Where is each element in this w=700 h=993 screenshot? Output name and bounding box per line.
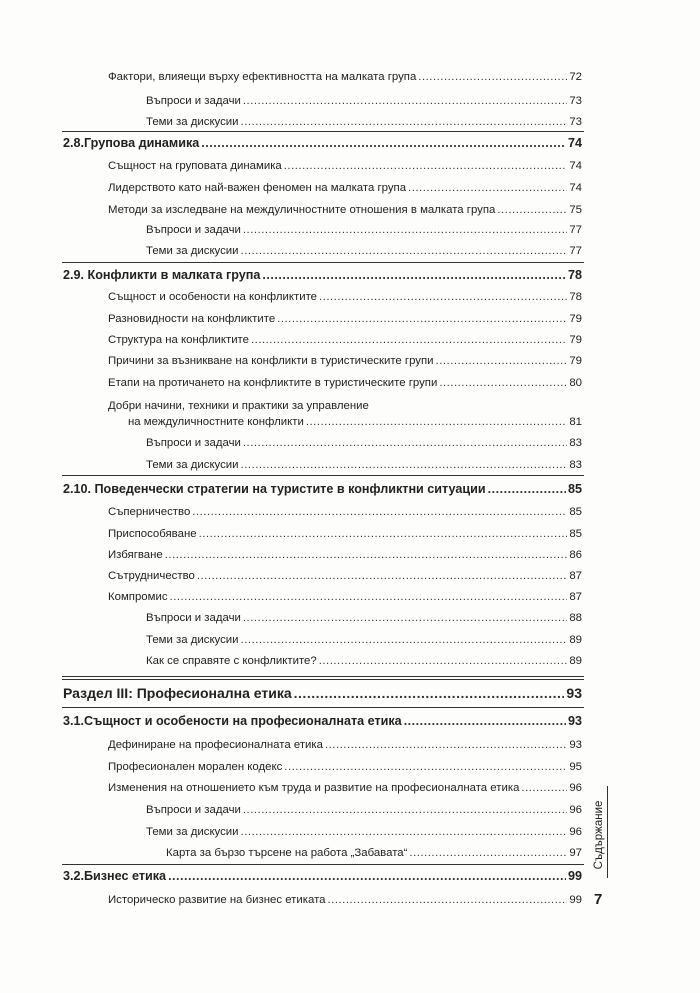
leader-dots <box>409 846 567 860</box>
section-divider <box>62 707 584 708</box>
running-section-text: Съдържание <box>593 800 605 870</box>
leader-dots <box>306 415 568 429</box>
toc-entry[interactable] <box>108 781 582 795</box>
toc-entry[interactable] <box>128 415 582 429</box>
leader-dots <box>170 590 568 604</box>
leader-dots <box>488 482 566 496</box>
leader-dots <box>243 803 567 817</box>
toc-entry-page: 83 <box>569 437 582 449</box>
leader-dots <box>243 436 567 450</box>
toc-entry-label: Структура на конфликтите <box>108 334 249 346</box>
toc-entry-label: Избягване <box>108 549 163 561</box>
toc-entry[interactable] <box>146 633 582 647</box>
toc-entry-label: Съперничество <box>108 506 191 518</box>
toc-entry-label: Методи за изследване на междуличностните отношения в малката група <box>108 204 496 216</box>
toc-entry-page: 74 <box>569 182 582 194</box>
leader-dots <box>241 115 568 129</box>
toc-entry-page: 96 <box>569 804 582 816</box>
toc-entry-label: Фактори, влияещи върху ефективността на малката група <box>108 71 417 83</box>
toc-section-label: 3.2.Бизнес етика <box>63 869 167 883</box>
toc-entry-page: 79 <box>569 355 582 367</box>
toc-entry-label: Историческо развитие на бизнес етиката <box>108 894 326 906</box>
toc-entry[interactable] <box>146 436 582 450</box>
toc-entry-label: Въпроси и задачи <box>146 804 241 816</box>
toc-entry-page: 75 <box>569 204 582 216</box>
leader-dots <box>319 290 567 304</box>
leader-dots <box>262 268 566 282</box>
toc-entry-page: 73 <box>569 95 582 107</box>
toc-entry-label: Как се справяте с конфликтите? <box>146 655 317 667</box>
toc-entry-page: 73 <box>569 116 582 128</box>
toc-section-heading[interactable] <box>63 268 582 282</box>
side-rule <box>607 786 608 878</box>
toc-section-page: 99 <box>567 869 582 883</box>
toc-section-heading[interactable] <box>63 136 582 150</box>
leader-dots <box>328 893 568 907</box>
toc-entry-page: 79 <box>569 313 582 325</box>
part-divider <box>62 676 584 677</box>
toc-entry-page: 99 <box>569 894 582 906</box>
toc-entry-label: Причини за възникване на конфликти в туристическите групи <box>108 355 434 367</box>
toc-entry-page: 85 <box>569 528 582 540</box>
leader-dots <box>251 333 567 347</box>
toc-entry[interactable] <box>146 825 582 839</box>
toc-entry[interactable] <box>108 70 582 84</box>
toc-entry[interactable] <box>108 290 582 304</box>
leader-dots <box>243 223 567 237</box>
leader-dots <box>168 869 566 883</box>
toc-entry[interactable] <box>108 548 582 562</box>
toc-entry-label: Въпроси и задачи <box>146 612 241 624</box>
toc-entry[interactable] <box>146 654 582 668</box>
toc-section-page: 85 <box>567 482 582 496</box>
section-divider <box>62 131 584 132</box>
toc-entry[interactable] <box>108 312 582 326</box>
section-divider <box>62 475 584 476</box>
toc-entry-page: 89 <box>569 655 582 667</box>
toc-entry-label: Разновидности на конфликтите <box>108 313 276 325</box>
toc-entry[interactable] <box>146 223 582 237</box>
toc-entry-label: Добри начини, техники и практики за управление <box>108 400 369 412</box>
toc-section-label: 2.9. Конфликти в малката група <box>63 268 261 282</box>
toc-entry[interactable] <box>108 569 582 583</box>
leader-dots <box>241 244 568 258</box>
leader-dots <box>201 136 566 150</box>
toc-entry[interactable] <box>108 738 582 752</box>
toc-entry-label: Приспособяване <box>108 528 197 540</box>
toc-entry-label: Теми за дискусии <box>146 459 239 471</box>
leader-dots <box>241 458 568 472</box>
toc-entry-label: Компромис <box>108 591 168 603</box>
toc-entry-label: Въпроси и задачи <box>146 437 241 449</box>
toc-entry-page: 88 <box>569 612 582 624</box>
toc-entry-label: на междуличностните конфликти <box>128 416 304 428</box>
toc-entry[interactable] <box>108 159 582 173</box>
leader-dots <box>241 633 568 647</box>
leader-dots <box>197 569 568 583</box>
toc-entry[interactable] <box>146 803 582 817</box>
leader-dots <box>243 94 567 108</box>
toc-entry-label: Изменения на отношението към труда и развитие на професионалната етика <box>108 782 520 794</box>
toc-entry-page: 93 <box>569 739 582 751</box>
toc-entry-page: 79 <box>569 334 582 346</box>
leader-dots <box>192 505 567 519</box>
toc-entry[interactable] <box>146 115 582 129</box>
toc-entry[interactable] <box>108 354 582 368</box>
toc-section-page: 93 <box>567 714 582 728</box>
leader-dots <box>241 825 568 839</box>
leader-dots <box>436 354 568 368</box>
toc-entry-page: 96 <box>569 782 582 794</box>
toc-entry-page: 78 <box>569 291 582 303</box>
leader-dots <box>199 527 568 541</box>
toc-entry-label: Теми за дискусии <box>146 245 239 257</box>
toc-entry[interactable] <box>108 203 582 217</box>
leader-dots <box>277 312 567 326</box>
toc-section-label: 2.8.Групова динамика <box>63 136 200 150</box>
toc-entry-label: Теми за дискусии <box>146 826 239 838</box>
toc-entry-page: 86 <box>569 549 582 561</box>
toc-entry[interactable] <box>146 244 582 258</box>
leader-dots <box>243 611 567 625</box>
toc-section-page: 74 <box>567 136 582 150</box>
leader-dots <box>418 70 567 84</box>
toc-entry-label: Въпроси и задачи <box>146 95 241 107</box>
toc-part-page: 93 <box>566 685 582 701</box>
toc-entry-label: Същност и особености на конфликтите <box>108 291 318 303</box>
leader-dots <box>284 760 567 774</box>
toc-entry-label: Теми за дискусии <box>146 116 239 128</box>
toc-entry-label: Лидерството като най-важен феномен на малката група <box>108 182 407 194</box>
toc-entry-label: Етапи на протичането на конфликтите в туристическите групи <box>108 377 438 389</box>
leader-dots <box>165 548 568 562</box>
toc-entry[interactable] <box>108 760 582 774</box>
toc-entry[interactable] <box>166 846 582 860</box>
toc-section-heading[interactable] <box>63 714 582 728</box>
toc-entry-page: 80 <box>569 377 582 389</box>
toc-entry-label: Дефиниране на професионалната етика <box>108 739 323 751</box>
toc-section-heading[interactable] <box>63 869 582 883</box>
toc-part-heading[interactable] <box>63 686 582 700</box>
toc-entry-page: 95 <box>569 761 582 773</box>
toc-entry-page: 77 <box>569 224 582 236</box>
toc-entry-page: 77 <box>569 245 582 257</box>
toc-entry-page: 81 <box>569 416 582 428</box>
toc-entry[interactable] <box>146 611 582 625</box>
toc-entry-page: 96 <box>569 826 582 838</box>
toc-entry[interactable] <box>146 94 582 108</box>
toc-entry[interactable] <box>108 527 582 541</box>
toc-entry-label: Теми за дискусии <box>146 634 239 646</box>
toc-section-page: 78 <box>567 268 582 282</box>
toc-entry-page: 85 <box>569 506 582 518</box>
toc-entry[interactable] <box>108 590 582 604</box>
toc-entry[interactable] <box>108 505 582 519</box>
leader-dots <box>521 781 567 795</box>
leader-dots <box>325 738 567 752</box>
section-divider <box>62 262 584 263</box>
toc-entry[interactable] <box>108 376 582 390</box>
toc-entry-page: 74 <box>569 160 582 172</box>
leader-dots <box>408 181 567 195</box>
toc-section-heading[interactable] <box>63 482 582 496</box>
leader-dots <box>319 654 568 668</box>
toc-entry-label: Сътрудничество <box>108 570 195 582</box>
toc-entry-page: 83 <box>569 459 582 471</box>
toc-entry-page: 87 <box>569 570 582 582</box>
toc-entry[interactable] <box>108 333 582 347</box>
running-section-label <box>592 800 606 870</box>
toc-entry-page: 97 <box>569 847 582 859</box>
toc-entry[interactable] <box>146 458 582 472</box>
leader-dots <box>439 376 567 390</box>
leader-dots <box>284 159 568 173</box>
toc-section-label: 3.1.Същност и особености на професионалната етика <box>63 714 402 728</box>
page-number: 7 <box>594 891 603 908</box>
leader-dots <box>294 686 565 700</box>
toc-entry-first-line[interactable] <box>108 399 582 413</box>
toc-part-label: Раздел III: Професионална етика <box>63 685 292 701</box>
leader-dots <box>497 203 567 217</box>
toc-entry[interactable] <box>108 181 582 195</box>
toc-entry-page: 72 <box>569 71 582 83</box>
toc-entry-label: Въпроси и задачи <box>146 224 241 236</box>
toc-entry[interactable] <box>108 893 582 907</box>
toc-entry-label: Карта за бързо търсене на работа „Забавата“ <box>166 847 408 859</box>
toc-section-label: 2.10. Поведенчески стратегии на туристите в конфликтни ситуации <box>63 482 486 496</box>
toc-entry-label: Професионален морален кодекс <box>108 761 283 773</box>
toc-entry-label: Същност на груповата динамика <box>108 160 282 172</box>
toc-entry-page: 87 <box>569 591 582 603</box>
leader-dots <box>404 714 566 728</box>
section-divider <box>62 864 584 865</box>
toc-entry-page: 89 <box>569 634 582 646</box>
